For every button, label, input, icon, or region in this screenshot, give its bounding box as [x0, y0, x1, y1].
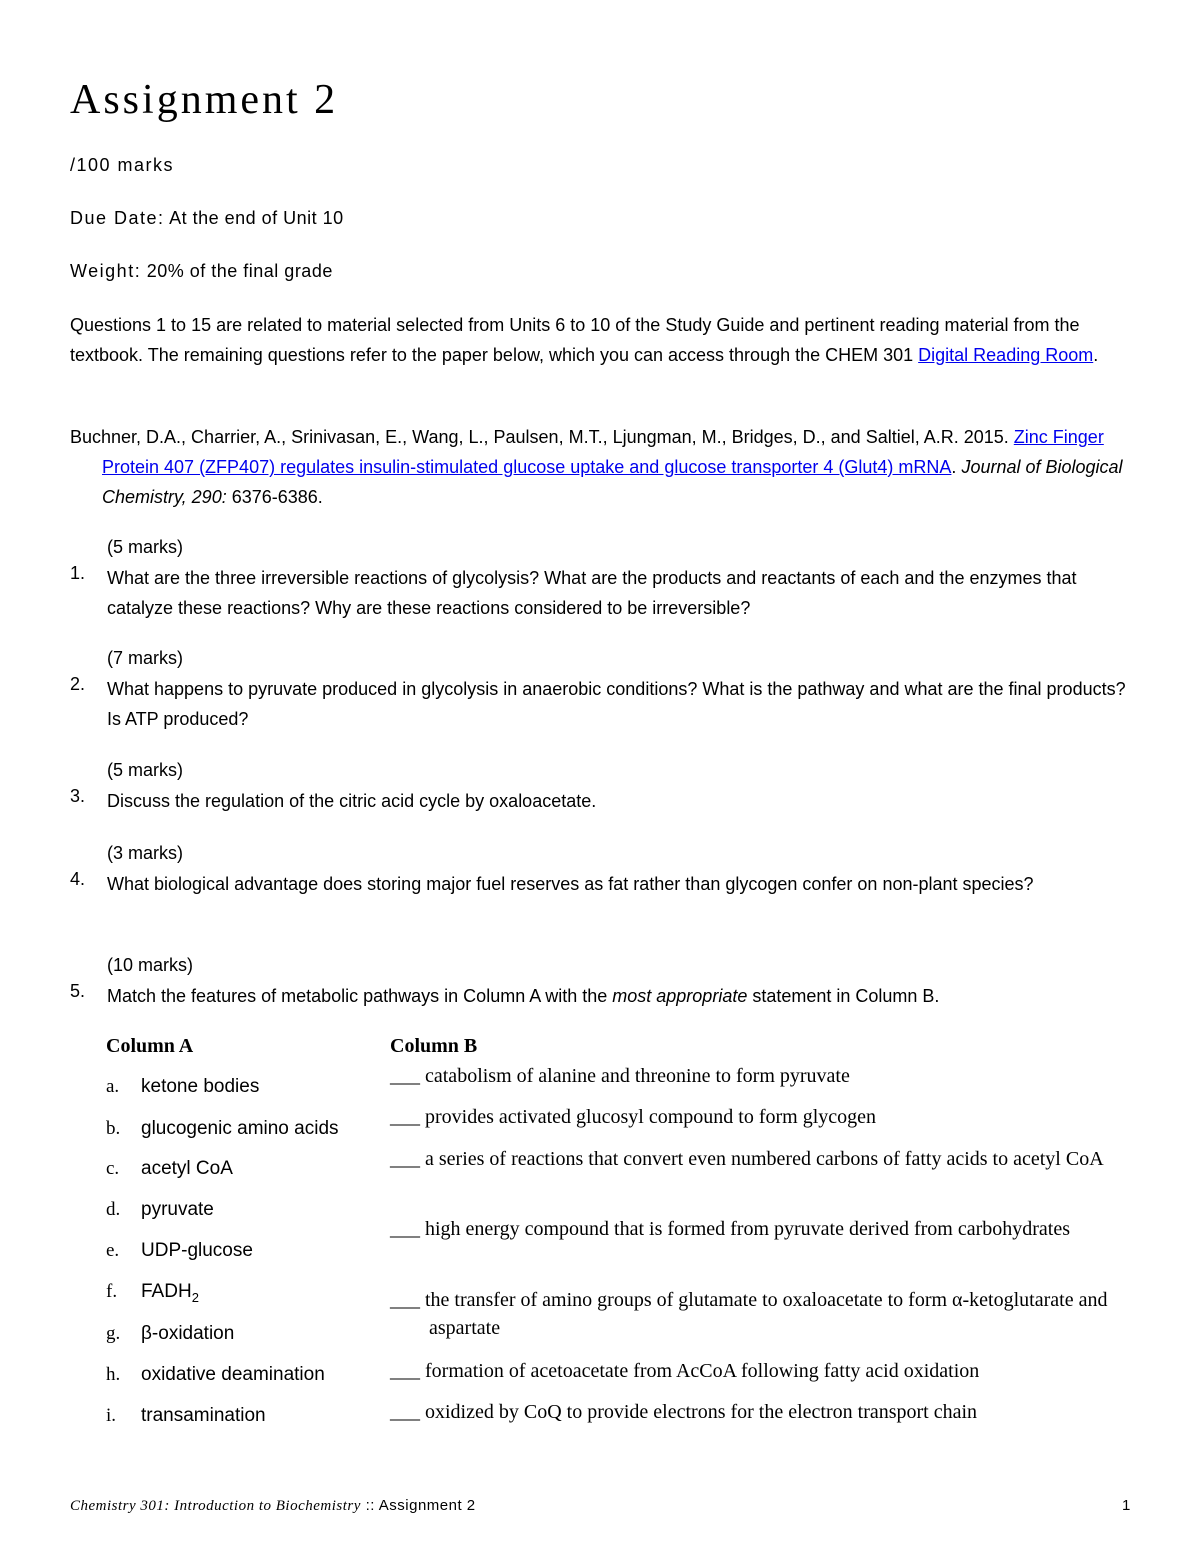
item-letter: d. — [106, 1199, 121, 1220]
intro-text: Questions 1 to 15 are related to material selected from Units 6 to 10 of the Study Guide and pertinent reading material from the textbook. The remaining questions refer to the paper below, which you can access through the CHEM 301 — [70, 315, 1080, 365]
item-text: glucogenic amino acids — [141, 1118, 339, 1139]
footer-course: Chemistry 301: Introduction to Biochemistry — [70, 1498, 361, 1514]
item-text: provides activated glucosyl compound to form glycogen — [425, 1106, 877, 1128]
question-number: 4. — [70, 869, 86, 889]
question-number: 2. — [70, 674, 86, 694]
column-b-item — [390, 1215, 1149, 1243]
question-text-end: statement in Column B. — [747, 986, 940, 1006]
total-marks-text: /100 marks — [70, 155, 175, 175]
column-b-item — [390, 1062, 1149, 1090]
column-b-header: Column B — [390, 1035, 478, 1057]
due-date — [70, 208, 344, 229]
item-text: FADH — [141, 1281, 192, 1302]
digital-reading-room-link[interactable]: Digital Reading Room — [918, 345, 1094, 365]
item-text: high energy compound that is formed from pyruvate derived from carbohydrates — [425, 1218, 1070, 1240]
question-text: What happens to pyruvate produced in glycolysis in anaerobic conditions? What is the pathway and what are the final products? Is ATP produced? — [107, 679, 1126, 729]
item-text: ketone bodies — [141, 1076, 260, 1097]
answer-blank[interactable]: ___ — [390, 1401, 420, 1423]
item-text: β-oxidation — [141, 1323, 235, 1344]
reference-authors: Buchner, D.A., Charrier, A., Srinivasan, E., Wang, L., Paulsen, M.T., Ljungman, M., Bridges, D., and Saltiel, A.R. 2015. — [70, 427, 1014, 447]
weight — [70, 261, 333, 282]
reference-pages: 6376-6386. — [226, 487, 323, 507]
question-number: 3. — [70, 786, 86, 806]
weight-value: 20% of the final grade — [146, 261, 333, 281]
weight-label: Weight: — [70, 261, 142, 281]
page-number: 1 — [1122, 1497, 1131, 1514]
question-number: 5. — [70, 981, 86, 1001]
due-date-value: At the end of Unit 10 — [169, 208, 344, 228]
answer-blank[interactable]: ___ — [390, 1148, 420, 1170]
question-text: What biological advantage does storing major fuel reserves as fat rather than glycogen confer on non-plant species? — [107, 874, 1034, 894]
page-footer — [70, 1497, 476, 1515]
column-a-item — [106, 1281, 199, 1305]
answer-blank[interactable]: ___ — [390, 1289, 420, 1311]
column-a-item — [106, 1118, 339, 1140]
question-text: What are the three irreversible reactions of glycolysis? What are the products and reactants of each and the enzymes that catalyze these reactions? Why are these reactions considered to be irreversible? — [107, 568, 1077, 618]
item-text: transamination — [141, 1405, 266, 1426]
footer-doc: Assignment 2 — [378, 1497, 476, 1514]
item-letter: c. — [106, 1158, 120, 1179]
column-a-item — [106, 1158, 233, 1180]
item-subscript: 2 — [191, 1289, 199, 1305]
column-a-item — [106, 1405, 266, 1427]
item-letter: g. — [106, 1323, 121, 1344]
total-marks — [70, 155, 174, 176]
column-a-item — [106, 1199, 214, 1221]
question-number: 1. — [70, 563, 86, 583]
reference-journal: Journal of Biological Chemistry, 290: — [102, 457, 1123, 507]
item-text: formation of acetoacetate from AcCoA following fatty acid oxidation — [425, 1360, 980, 1382]
column-b-item — [390, 1145, 1149, 1173]
question-marks: (10 marks) — [107, 955, 194, 975]
column-b-item — [390, 1103, 1149, 1131]
question-text: Discuss the regulation of the citric acid cycle by oxaloacetate. — [107, 791, 597, 811]
column-a-header: Column A — [106, 1035, 194, 1057]
footer-sep: :: — [360, 1497, 379, 1514]
answer-blank[interactable]: ___ — [390, 1360, 420, 1382]
item-text: oxidized by CoQ to provide electrons for the electron transport chain — [425, 1401, 978, 1423]
due-date-label: Due Date: — [70, 208, 165, 228]
reference-sep: . — [951, 457, 962, 477]
reference-citation — [70, 422, 1147, 512]
question-marks: (5 marks) — [107, 760, 183, 780]
item-letter: b. — [106, 1118, 121, 1139]
item-text: catabolism of alanine and threonine to form pyruvate — [425, 1065, 850, 1087]
item-letter: f. — [106, 1281, 118, 1302]
item-text: UDP-glucose — [141, 1240, 253, 1261]
column-a-item — [106, 1323, 234, 1345]
question-marks: (3 marks) — [107, 843, 183, 863]
answer-blank[interactable]: ___ — [390, 1106, 420, 1128]
page-title: Assignment 2 — [70, 77, 339, 123]
item-letter: a. — [106, 1076, 120, 1097]
question-text — [107, 981, 1127, 1011]
column-b-item — [390, 1286, 1149, 1342]
item-text: pyruvate — [141, 1199, 214, 1220]
column-b-item — [390, 1398, 1149, 1426]
column-a-item — [106, 1364, 325, 1386]
item-letter: i. — [106, 1405, 117, 1426]
paper-link[interactable]: Zinc Finger Protein 407 (ZFP407) regulates insulin-stimulated glucose uptake and glucose transporter 4 (Glut4) mRNA — [102, 427, 1104, 477]
intro-end: . — [1093, 345, 1099, 365]
answer-blank[interactable]: ___ — [390, 1065, 420, 1087]
item-text: the transfer of amino groups of glutamate to oxaloacetate to form α-ketoglutarate and aspartate — [425, 1289, 1108, 1339]
item-text: acetyl CoA — [141, 1158, 233, 1179]
column-a-item — [106, 1076, 259, 1098]
item-text: oxidative deamination — [141, 1364, 325, 1385]
question-marks: (5 marks) — [107, 537, 183, 557]
question-text-emphasis: most appropriate — [612, 986, 748, 1006]
item-text: a series of reactions that convert even numbered carbons of fatty acids to acetyl CoA — [425, 1148, 1104, 1170]
column-b-item — [390, 1357, 1149, 1385]
item-letter: e. — [106, 1240, 120, 1261]
item-letter: h. — [106, 1364, 121, 1385]
column-a-item — [106, 1240, 253, 1262]
answer-blank[interactable]: ___ — [390, 1218, 420, 1240]
intro-paragraph — [70, 310, 1115, 370]
question-text-start: Match the features of metabolic pathways in Column A with the — [107, 986, 613, 1006]
question-marks: (7 marks) — [107, 648, 183, 668]
